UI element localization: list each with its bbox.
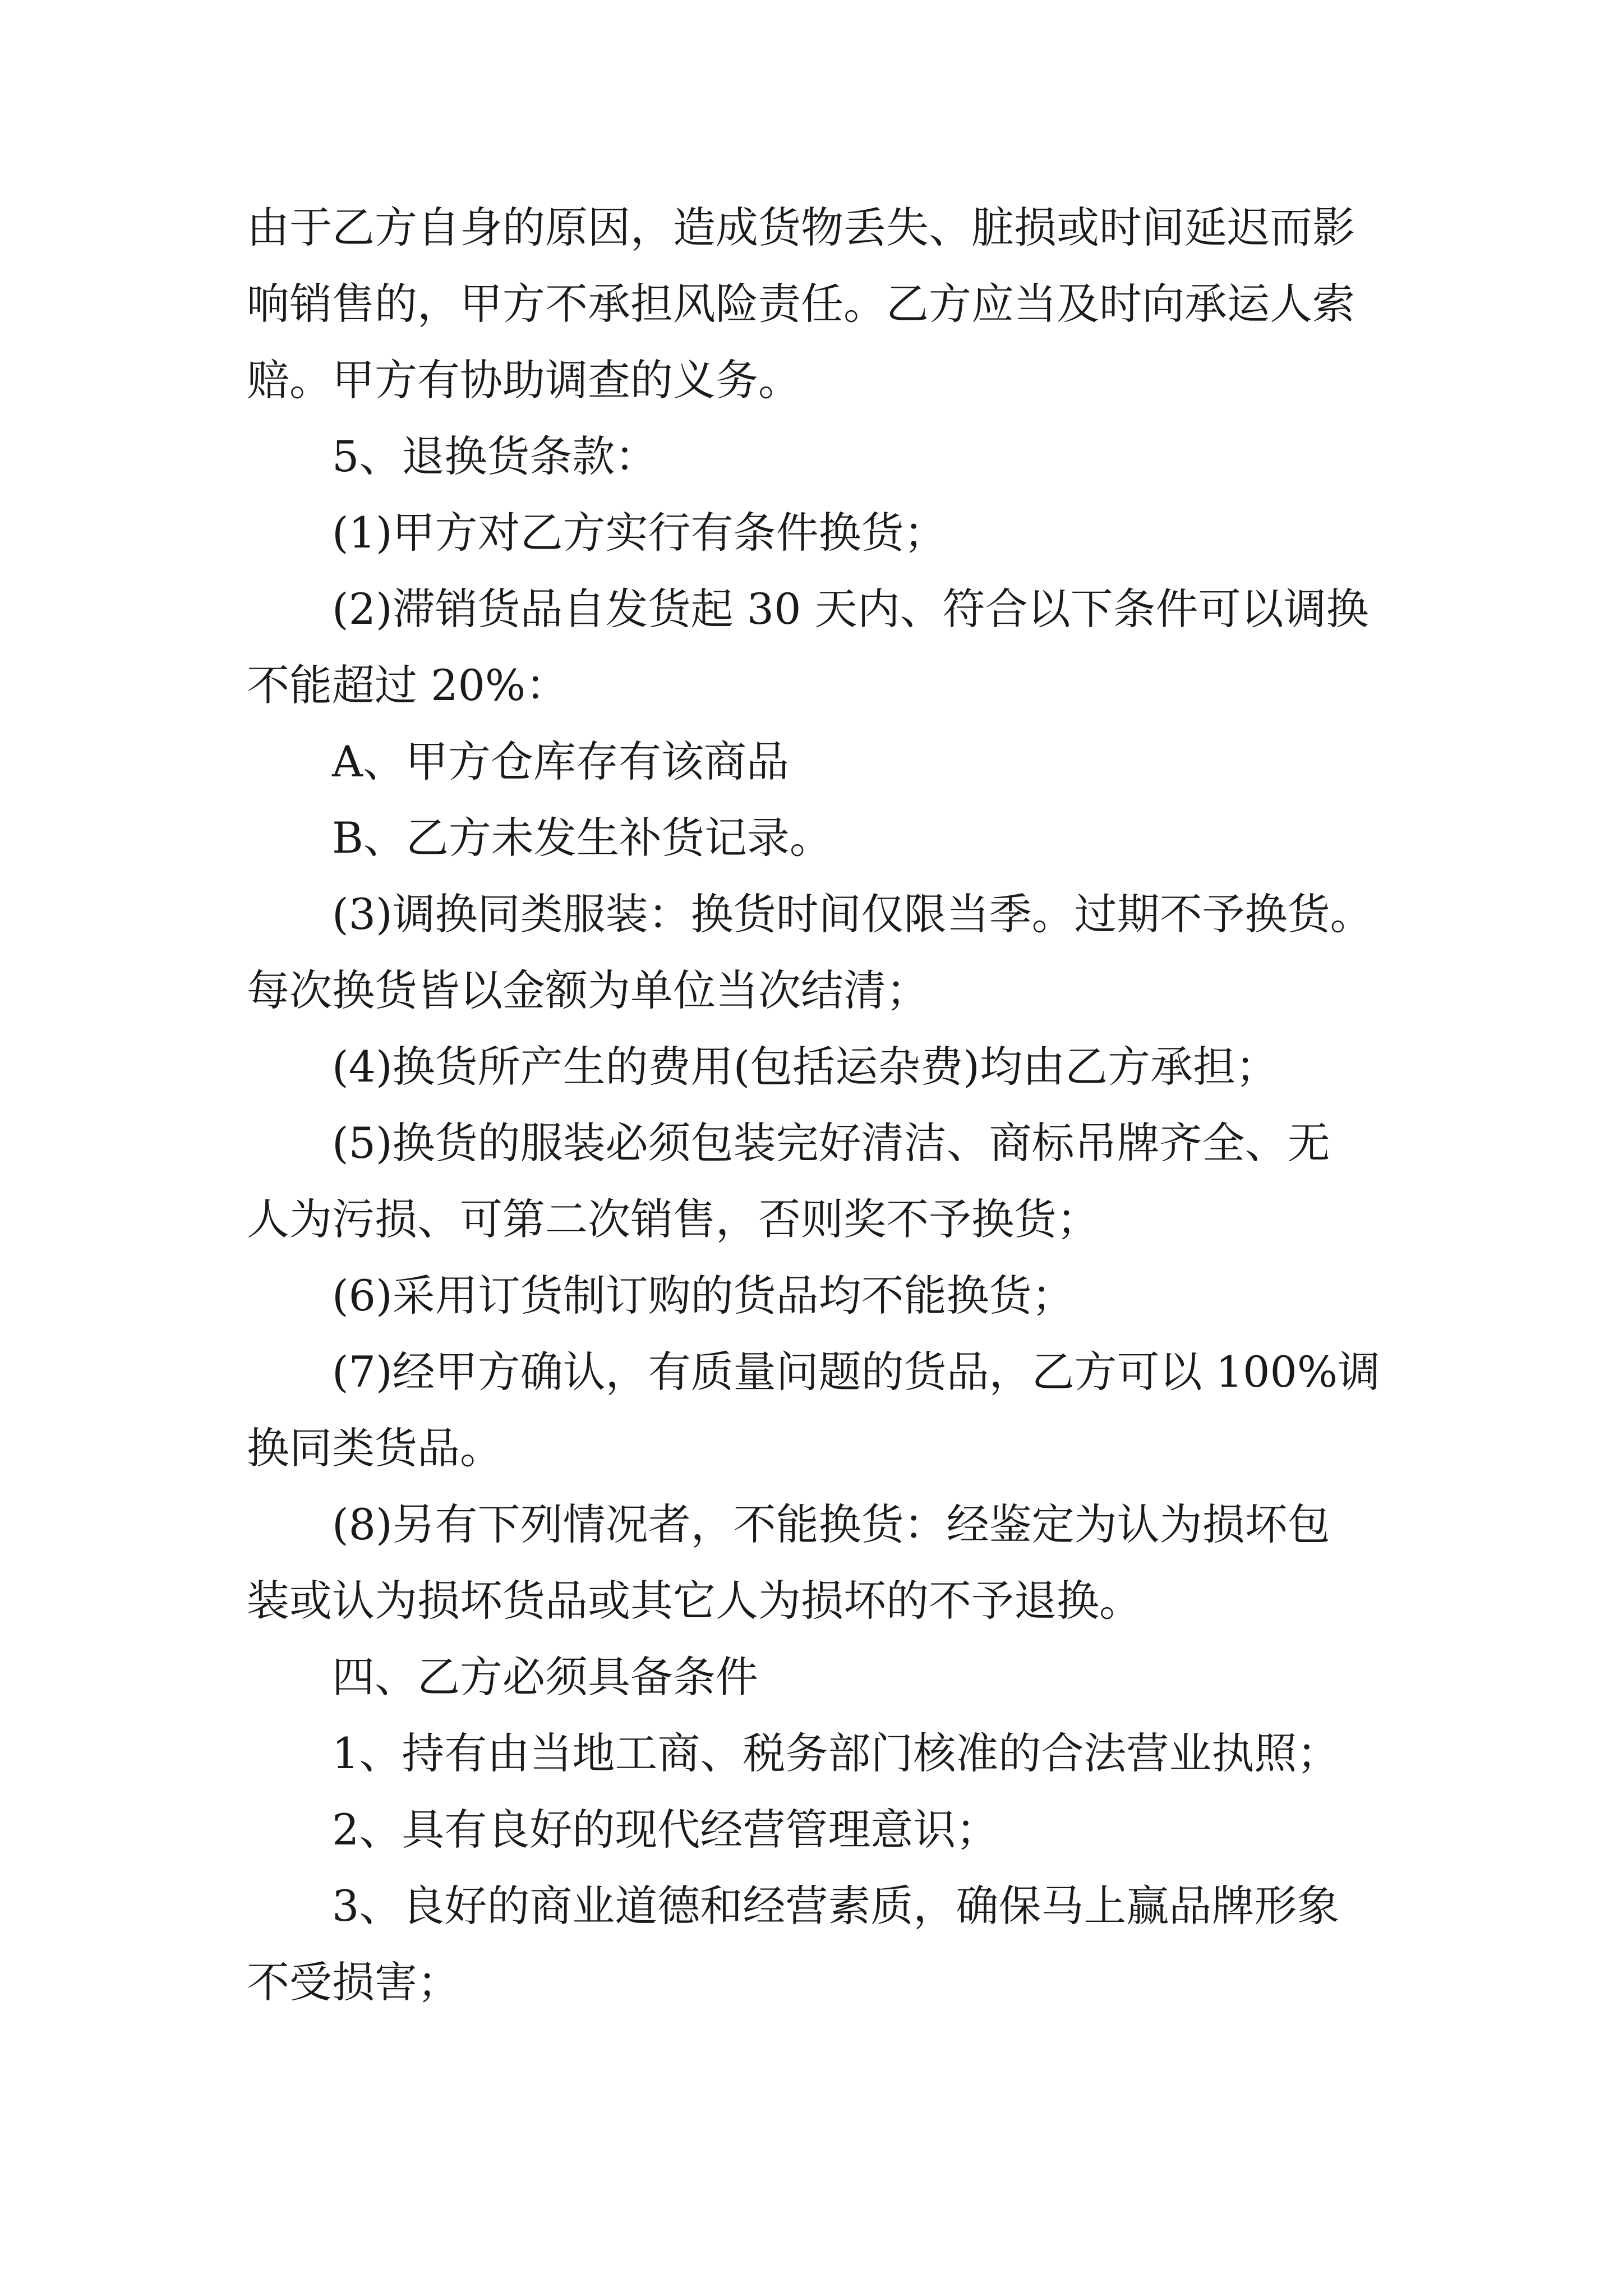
text-line: 不能超过 20%： — [247, 660, 569, 710]
requirement-item: 3、良好的商业道德和经营素质，确保马上赢品牌形象 — [332, 1881, 1340, 1931]
text-line: 人为污损、可第二次销售，否则奖不予换货； — [247, 1194, 1099, 1244]
clause-item: (4)换货所产生的费用(包括运杂费)均由乙方承担； — [332, 1042, 1278, 1092]
text-line: 赔。甲方有协助调查的义务。 — [247, 355, 801, 405]
text-line: 不受损害； — [247, 1957, 460, 2007]
clause-item: (1)甲方对乙方实行有条件换货； — [332, 508, 947, 558]
condition-item: A、甲方仓库存有该商品 — [332, 737, 789, 786]
document-body — [247, 190, 1436, 2021]
clause-item: (6)采用订货制订购的货品均不能换货； — [332, 1271, 1075, 1320]
text-line: 装或认为损坏货品或其它人为损坏的不予退换。 — [247, 1576, 1142, 1626]
clause-item: (8)另有下列情况者，不能换货：经鉴定为认为损坏包 — [332, 1499, 1330, 1549]
text-line: 每次换货皆以金额为单位当次结清； — [247, 965, 929, 1015]
text-line: 响销售的，甲方不承担风险责任。乙方应当及时向承运人索 — [247, 279, 1355, 329]
clause-item: (2)滞销货品自发货起 30 天内、符合以下条件可以调换 — [332, 584, 1369, 634]
text-line: 由于乙方自身的原因，造成货物丢失、脏损或时间延迟而影 — [247, 203, 1355, 252]
section-heading: 四、乙方必须具备条件 — [332, 1652, 758, 1702]
section-heading: 5、退换货条款： — [332, 431, 658, 481]
condition-item: B、乙方未发生补货记录。 — [332, 813, 832, 863]
clause-item: (3)调换同类服装：换货时间仅限当季。过期不予换货。 — [332, 889, 1373, 939]
requirement-item: 2、具有良好的现代经营管理意识； — [332, 1805, 999, 1855]
text-line: 换同类货品。 — [247, 1423, 502, 1473]
requirement-item: 1、持有由当地工商、税务部门核准的合法营业执照； — [332, 1728, 1340, 1778]
clause-item: (7)经甲方确认，有质量问题的货品，乙方可以 100%调 — [332, 1347, 1381, 1397]
clause-item: (5)换货的服装必须包装完好清洁、商标吊牌齐全、无 — [332, 1118, 1330, 1168]
